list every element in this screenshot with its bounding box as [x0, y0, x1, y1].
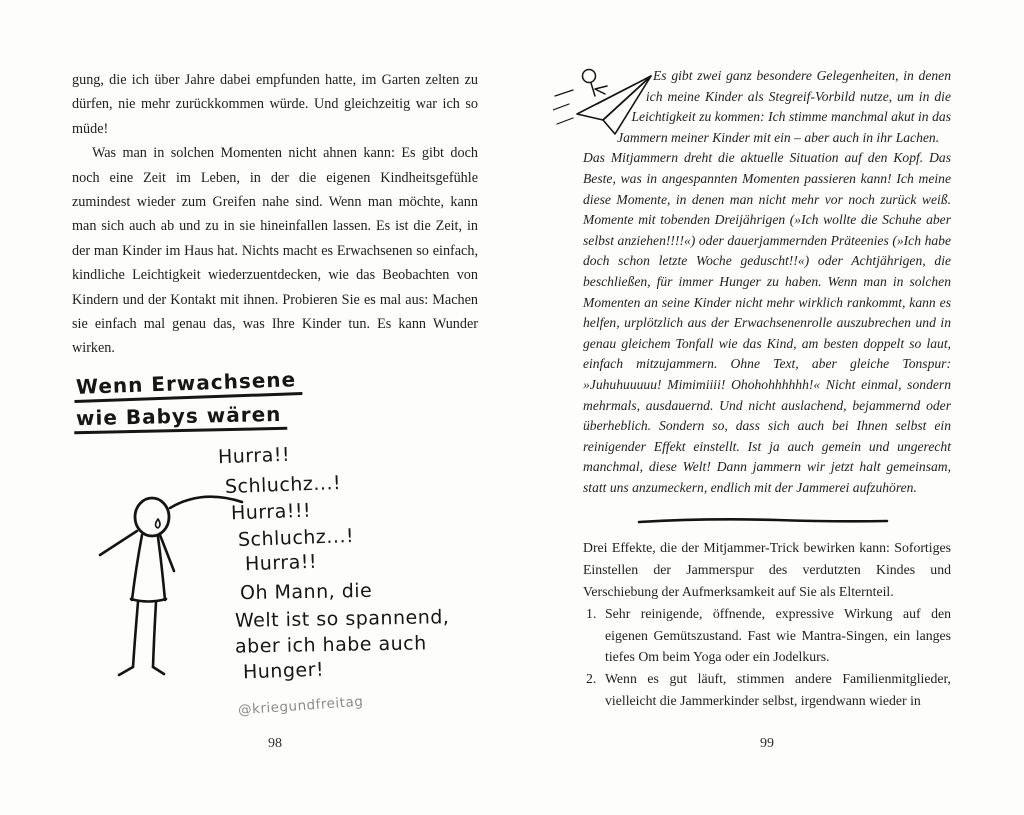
left-paragraph-2: Was man in solchen Momenten nicht ahnen kann: Es gibt doch noch eine Zeit im Leben, in der die eigenen Kindheitsgefühle zumindest wieder zum Greifen nahe sind. Wenn man möchte, kann man sich auch ab und zu in sie hineinfallen lassen. Es ist die Zeit, in der man Kinder im Haus hat. Nichts macht es Erwachsenen so einfach, kindliche Leichtigkeit wiederzuentdecken, wie das Beobachten von Kindern und der Kontakt mit ihnen. Probieren Sie es mal aus: Machen sie einfach mal genau das, was Ihre Kinder tun. Es kann Wunder wirken. [72, 145, 478, 357]
sketch-exclamation-3: Hurra!!! [230, 499, 312, 525]
right-paragraph-1-wrap [583, 66, 951, 148]
effects-list [583, 603, 951, 711]
sketch-speech-line3: aber ich habe auch [234, 632, 427, 658]
list-item-text: Sehr reinigende, öffnende, expressive Wirkung auf den eigenen Gemütszustand. Fast wie Mantra-Singen, ein langes tiefes Om beim Yoga oder ein Jodelkurs. [605, 606, 951, 665]
sketch-exclamation-5: Hurra!! [244, 550, 318, 576]
hand-drawn-divider [637, 513, 889, 523]
sketch-speech-line1: Oh Mann, die [239, 579, 373, 605]
sketch-speech-line4: Hunger! [242, 658, 325, 684]
sketch-exclamation-1: Hurra!! [217, 443, 291, 469]
cartoon-sketch [72, 367, 478, 739]
sketch-exclamation-2: Schluchz...! [224, 471, 342, 498]
page-right [583, 66, 951, 711]
artist-signature: @kriegundfreitag [237, 693, 364, 719]
sketch-exclamation-4: Schluchz...! [237, 524, 355, 551]
sketch-title-line1: Wenn Erwachsene [74, 367, 303, 403]
effects-intro-paragraph: Drei Effekte, die der Mitjammer-Trick bewirken kann: Sofortiges Einstellen der Jammerspur des verdutzten Kindes und Verschiebung der Aufmerksamkeit auf Sie als Elternteil. [583, 540, 951, 599]
paper-plane-icon [583, 66, 653, 132]
list-item [583, 603, 951, 668]
list-marker: 1. [586, 606, 597, 622]
list-marker: 2. [586, 671, 597, 687]
right-paragraph-1: Es gibt zwei ganz besondere Gelegenheiten, in denen ich meine Kinder als Stegreif-Vorbild nutze, um in die Leichtigkeit zu kommen: Ich stimme manchmal akut in das Jammern meiner Kinder mit ein – aber auch in ihr Lachen. [617, 68, 951, 145]
crying-stick-figure-icon [90, 487, 250, 686]
left-paragraph-1: gung, die ich über Jahre dabei empfunden hatte, im Garten zelten zu dürfen, nie mehr zurückkommen würde. Und gleichzeitig war ich so müde! [72, 72, 478, 137]
page-number-left: 98 [268, 736, 282, 751]
right-paragraph-2: Das Mitjammern dreht die aktuelle Situation auf den Kopf. Das Beste, was in angespannten Momenten passieren kann! Ich meine diese Momente, in denen man nicht mehr vor noch zurück weiß. Momente mit tobenden Dreijährigen (»Ich wollte die Schuhe aber selbst anziehen!!!!«) oder dauerjammernden Präteenies (»Ich habe doch schon letzte Woche geduscht!!«) oder Achtjährigen, die beschließen, für immer Hunger zu haben. Wenn man in solchen Momenten an seine Kinder nicht mehr wirklich rankommt, kann es helfen, urplötzlich aus der Erwachsenenrolle auszubrechen und in genau gleichem Tonfall wie das Kind, am besten doppelt so laut, einfach mitzujammern. Ohne Text, aber gleiche Tonspur: »Juhuhuuuuu! Mimimiiii! Ohohohhhhhh!« Nicht einmal, sondern mehrmals, ausdauernd. Und nicht auslachend, bejammernd oder überheblich. Sondern so, dass sich auch bei Ihnen selbst ein reinigender Effekt einstellt. Ist ja auch gemein und ungerecht manchmal, diese Welt! Dann jammern wir jetzt halt gemeinsam, statt uns anzumeckern, endlich mit der Jammerei aufzuhören. [583, 150, 951, 495]
list-item-text: Wenn es gut läuft, stimmen andere Familienmitglieder, vielleicht die Jammerkinder selbst, irgendwann wieder in [605, 671, 951, 708]
sketch-speech-line2: Welt ist so spannend, [234, 606, 450, 632]
page-left [72, 68, 478, 739]
list-item [583, 668, 951, 711]
page-number-right: 99 [760, 736, 774, 751]
sketch-title-line2: wie Babys wären [74, 402, 288, 434]
